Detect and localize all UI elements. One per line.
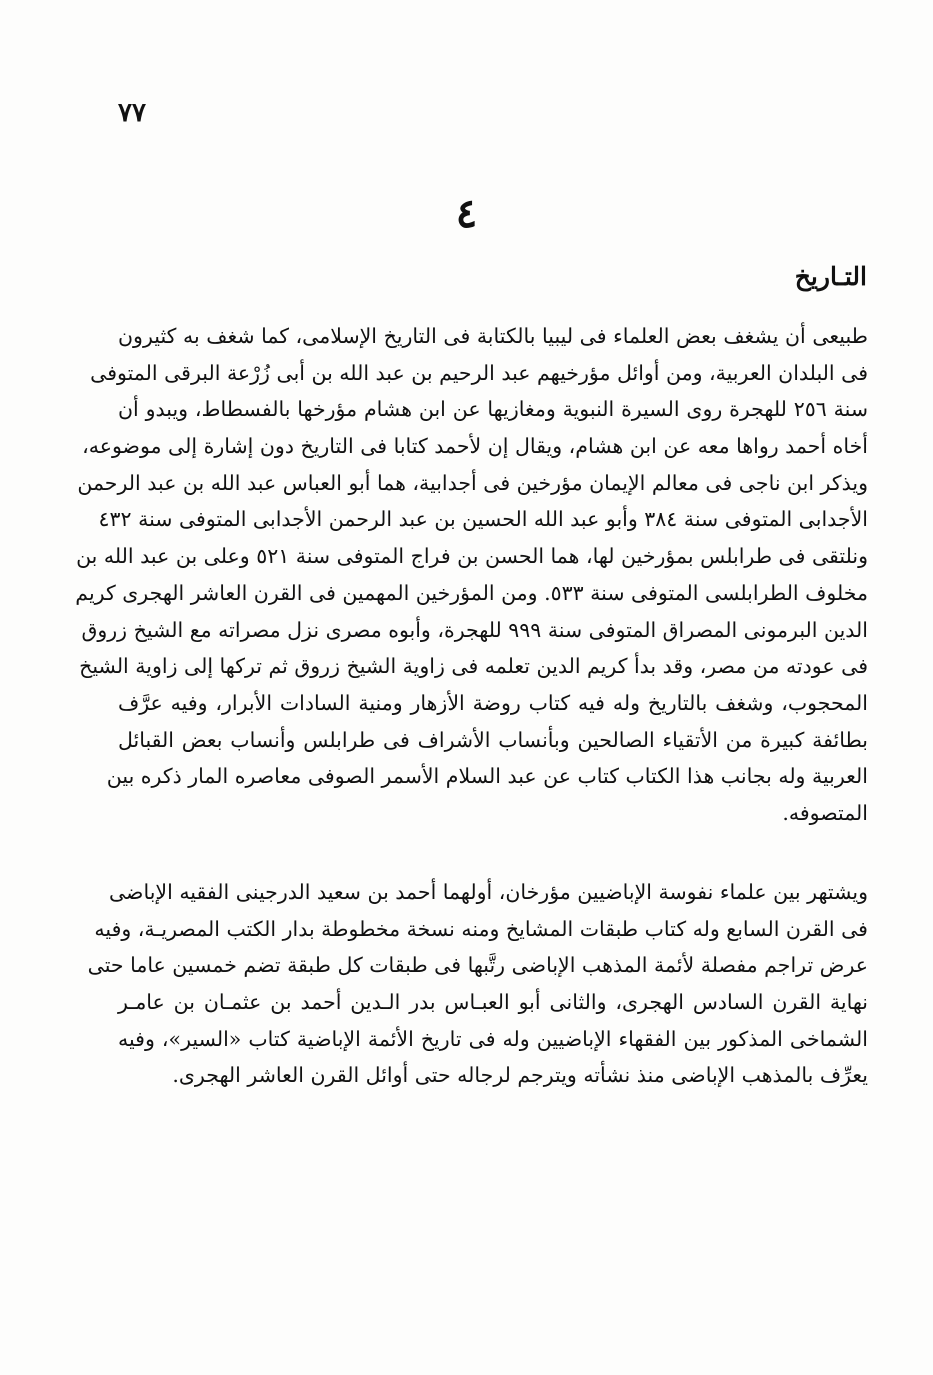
text-line: المتصوفه. xyxy=(782,800,868,825)
text-line: الأجدابى المتوفى سنة ٣٨٤ وأبو عبد الله الحسين بن عبد الرحمن الأجدابى المتوفى سنة ٤٣٢ xyxy=(98,507,868,532)
page-number: ٧٧ xyxy=(118,98,146,128)
text-line: مخلوف الطرابلسى المتوفى سنة ٥٣٣. ومن المؤرخين المهمين فى القرن العاشر الهجرى كريم xyxy=(75,580,868,605)
text-line: فى عودته من مصر، وقد بدأ كريم الدين تعلمه فى زاوية الشيخ زروق ثم تركها إلى زاوية الشيخ xyxy=(79,654,868,679)
text-line: الدين البرمونى المصراق المتوفى سنة ٩٩٩ للهجرة، وأبوه مصرى نزل مصراته مع الشيخ زروق xyxy=(81,617,868,642)
paragraph-2 xyxy=(87,874,868,1094)
text-line: ويشتهر بين علماء نفوسة الإباضيين مؤرخان، أولهما أحمد بن سعيد الدرجينى الفقيه الإباضى xyxy=(108,880,868,904)
text-line: أخاه أحمد رواها معه عن ابن هشام، ويقال إن لأحمد كتابا فى التاريخ دون إشارة إلى موضوعه، xyxy=(82,434,868,459)
text-line: المحجوب، وشغف بالتاريخ وله فيه كتاب روضة الأزهار ومنية السادات الأبرار، وفيه عرَّف xyxy=(118,690,868,715)
text-line: نهاية القرن السادس الهجرى، والثانى أبو العبـاس بدر الـدين أحمد بن عثمـان بن عامـر xyxy=(118,990,868,1015)
text-line: فى البلدان العربية، ومن أوائل مؤرخيهم عبد الرحيم بن عبد الله بن أبى زُرْعة البرقى المتوفى xyxy=(90,360,868,385)
text-line: العربية وله بجانب هذا الكتاب كتاب عن عبد السلام الأسمر الصوفى معاصره المار ذكره بين xyxy=(106,764,868,789)
section-heading: التـاريخ xyxy=(794,262,867,291)
text-line: بطائفة كبيرة من الأتقياء الصالحين وبأنساب الأشراف فى طرابلس وأنساب بعض القبائل xyxy=(118,727,868,752)
text-line: فى القرن السابع وله كتاب طبقات المشايخ ومنه نسخة مخطوطة بدار الكتب المصريـة، وفيه xyxy=(94,916,868,941)
text-line: الشماخى المذكور بين الفقهاء الإباضيين وله فى تاريخ الأئمة الإباضية كتاب «السير»، وفيه xyxy=(118,1026,868,1051)
paragraph-1 xyxy=(75,318,868,832)
text-line: يعرِّف بالمذهب الإباضى منذ نشأته ويترجم لرجاله حتى أوائل القرن العاشر الهجرى. xyxy=(172,1063,868,1088)
chapter-number: ٤ xyxy=(455,190,478,237)
text-line: ويذكر ابن ناجى فى معالم الإيمان مؤرخين فى أجدابية، هما أبو العباس عبد الله بن عبد الرحمن xyxy=(77,470,868,495)
text-line: عرض تراجم مفصلة لأئمة المذهب الإباضى رتَّبها فى طبقات كل طبقة تضم خمسين عاما حتى xyxy=(87,953,868,978)
text-line: سنة ٢٥٦ للهجرة روى السيرة النبوية ومغازيها عن ابن هشام مؤرخها بالفسطاط، ويبدو أن xyxy=(118,397,868,422)
text-line: ونلتقى فى طرابلس بمؤرخين لها، هما الحسن بن فراج المتوفى سنة ٥٢١ وعلى بن عبد الله بن xyxy=(76,544,868,569)
text-line: طبيعى أن يشغف بعض العلماء فى ليبيا بالكتابة فى التاريخ الإسلامى، كما شغف به كثيرون xyxy=(118,324,868,348)
